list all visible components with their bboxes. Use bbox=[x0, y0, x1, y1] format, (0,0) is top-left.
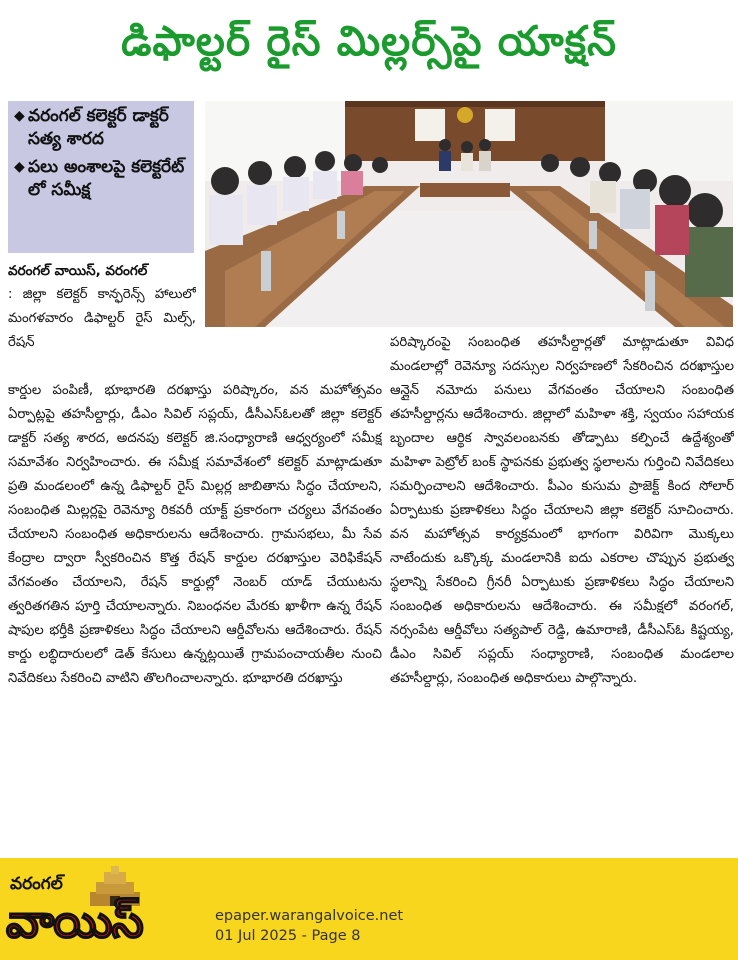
body-column-1-top: : జిల్లా కలెక్టర్ కాన్ఫరెన్స్ హాలులో మంగళవారం డిఫాల్టర్ రైస్ మిల్స్, రేషన్ bbox=[8, 287, 196, 350]
byline: వరంగల్ వాయిస్, వరంగల్ bbox=[8, 263, 148, 279]
publication-logo bbox=[6, 866, 206, 956]
highlight-text: పలు అంశాలపై కలెక్టరేట్ లో సమీక్ష bbox=[28, 157, 185, 200]
logo-big-text: వాయిస్ bbox=[6, 894, 143, 948]
diamond-bullet-icon: ◆ bbox=[14, 159, 25, 175]
headline: డిఫాల్టర్ రైస్ మిల్లర్స్‌పై యాక్షన్ bbox=[121, 17, 617, 65]
meeting-photo bbox=[205, 101, 733, 327]
edition-date-page: 01 Jul 2025 - Page 8 bbox=[215, 928, 361, 944]
highlight-item bbox=[14, 105, 188, 151]
body-column-1: కార్డుల పంపిణీ, భూభారతి దరఖాస్తు పరిష్కారం, వన మహోత్సవం ఏర్పాట్లపై తహసీల్దార్లు, డీఎం సివిల్ సప్లయ్, డీసీఎస్‌ఓలతో జిల్లా కలెక్టర్ డాక్టర్ సత్య శారద, అదనపు కలెక్టర్ జి.సంధ్యారాణి ఆధ్వర్యంలో సమీక్ష సమావేశం నిర్వహించారు. ఈ సమీక్ష సమావేశంలో కలెక్టర్ మాట్లాడుతూ ప్రతి మండలంలో ఉన్న డిఫాల్టర్ రైస్ మిల్లర్ల జాబితాను సిద్ధం చేయాలని, సంబంధిత మిల్లర్లపై రెవెన్యూ రికవరీ యాక్ట్ ప్రకారంగా చర్యలు వేగవంతం చేయాలని సంబంధిత అధికారులను ఆదేశించారు. గ్రామసభలు, మీ సేవ కేంద్రాల ద్వారా స్వీకరించిన కొత్త రేషన్ కార్డుల దరఖాస్తుల వెరిఫికేషన్ వేగవంతం చేయాలని, రేషన్ కార్డుల్లో నెంబర్ యాడ్ చేయుటను త్వరితగతిన పూర్తి చేయాలన్నారు. నిబంధనల మేరకు ఖాళీగా ఉన్న రేషన్ షాపుల భర్తీకి ప్రణాళికలు సిద్ధం చేయాలని ఆర్డీవోలను ఆదేశించారు. రేషన్ కార్డు లబ్ధిదారులలో డెత్ కేసులు ఉన్నట్లయితే గ్రామపంచాయతీల నుంచి నివేదికలు సేకరించి వాటిని తొలగించాలన్నారు. భూభారతి దరఖాస్తు bbox=[8, 383, 382, 686]
logo-small-text: వరంగల్ bbox=[10, 874, 63, 894]
highlights-box bbox=[8, 101, 194, 253]
body-column-2: పరిష్కారంపై సంబంధిత తహసీల్దార్లతో మాట్లాడుతూ వివిధ మండలాల్లో రెవెన్యూ సదస్సుల నిర్వహణలో సేకరించిన దరఖాస్తుల ఆన్లైన్ నమోదు పనులు వేగవంతం చేయాలని సంబంధిత తహసీల్దార్లను ఆదేశించారు. జిల్లాలో మహిళా శక్తి, స్వయం సహాయక బృందాల ఆర్థిక స్వావలంబనకు తోడ్పాటు కల్పించే ఉద్దేశ్యంతో మహిళా పెట్రోల్ బంక్ స్థాపనకు ప్రభుత్వ స్థలాలను గుర్తించి నివేదికలు సమర్పించాలని ఆదేశించారు. పీఎం కుసుమ ప్రాజెక్ట్ కింద సోలార్ ఏర్పాటుకు ప్రణాళికలు సిద్ధం చేయాలని జిల్లా కలెక్టర్ సూచించారు. వన మహోత్సవ కార్యక్రమంలో భాగంగా విరివిగా మొక్కలు నాటేందుకు ఒక్కొక్క మండలానికి ఐదు ఎకరాల చొప్పున ప్రభుత్వ స్థలాన్ని సేకరించి గ్రీనరీ ఏర్పాటుకు ప్రణాళికలు సిద్ధం చేయాలని సంబంధిత అధికారులను ఆదేశించారు. ఈ సమీక్షలో వరంగల్, నర్సంపేట ఆర్డీవోలు సత్యపాల్ రెడ్డి, ఉమారాణి, డీసీఎస్ఓ కిష్టయ్య, డీఎం సివిల్ సప్లయ్ సంధ్యారాణి, సంబంధిత మండలాల తహసీల్దార్లు, సంబంధిత అధికారులు పాల్గొన్నారు. bbox=[390, 335, 734, 686]
epaper-url[interactable]: epaper.warangalvoice.net bbox=[215, 908, 404, 924]
footer-bar bbox=[0, 858, 738, 960]
highlight-item bbox=[14, 156, 188, 202]
diamond-bullet-icon: ◆ bbox=[14, 108, 25, 124]
highlight-text: వరంగల్ కలెక్టర్ డాక్టర్ సత్య శారద bbox=[28, 106, 169, 149]
